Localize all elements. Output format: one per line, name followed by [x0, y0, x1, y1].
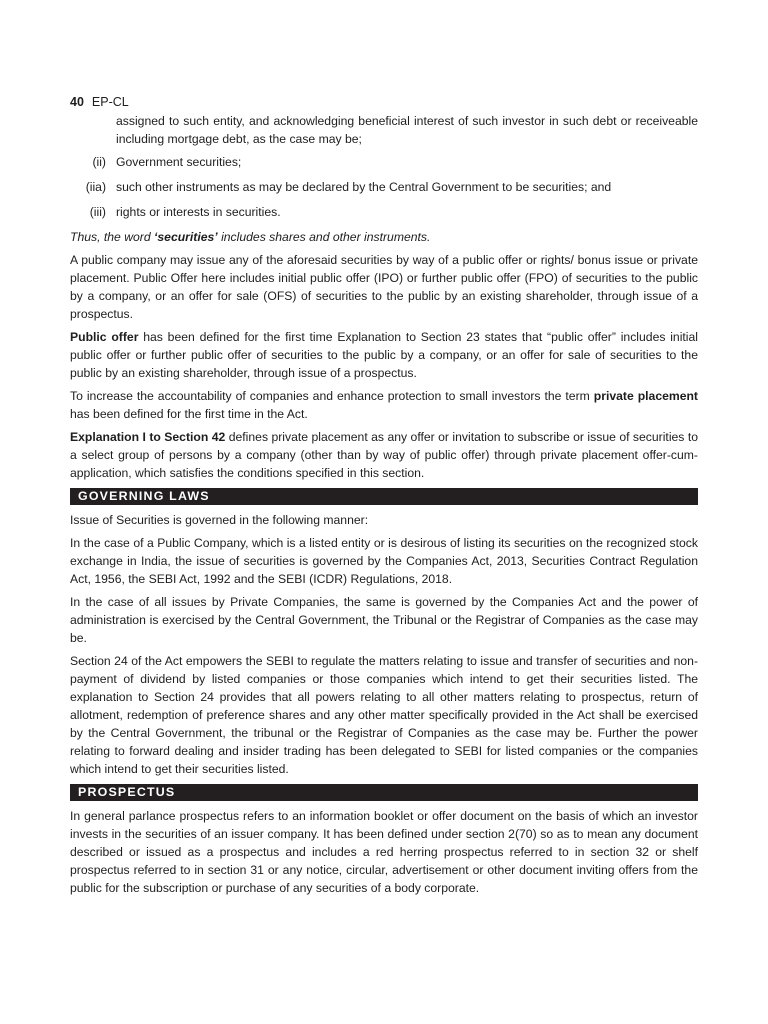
- intro-continuation: assigned to such entity, and acknowledging beneficial interest of such investor in such debt or receiveable including mortgage debt, as the case may be;: [116, 114, 698, 146]
- page-content: [70, 92, 698, 902]
- page-number: 40: [70, 95, 84, 109]
- paragraph: In the case of a Public Company, which is a listed entity or is desirous of listing its securities on the recognized stock exchange in India, the issue of securities is governed by the Companies Act, 2013, Securities Contract Regulation Act, 1956, the SEBI Act, 1992 and the SEBI (ICDR) Regulations, 2018.: [70, 536, 698, 586]
- list-item-label: (iii): [89, 205, 106, 219]
- paragraph-public-company: A public company may issue any of the aforesaid securities by way of a public offer or rights/ bonus issue or private placement. Public Offer here includes initial public offer (IPO) or further public offer (FPO) of securities to the public by a company, or an offer for sale (OFS) of securities to the public by an existing shareholder, through issue of a prospectus.: [70, 253, 698, 321]
- list-item-text: such other instruments as may be declared by the Central Government to be securities; and: [116, 180, 612, 194]
- list-item: [70, 178, 698, 196]
- paragraph-private-placement: To increase the accountability of companies and enhance protection to small investors the term private placement has been defined for the first time in the Act.: [70, 389, 698, 421]
- list-item-label: (ii): [92, 155, 106, 169]
- book-code: EP-CL: [91, 95, 129, 109]
- paragraph: In the case of all issues by Private Companies, the same is governed by the Companies Act and the power of administration is exercised by the Central Government, the Tribunal or the Registrar of Companies as the case may be.: [70, 595, 698, 645]
- list-item-text: rights or interests in securities.: [116, 205, 281, 219]
- list-item-text: Government securities;: [116, 155, 242, 169]
- paragraph: Section 24 of the Act empowers the SEBI to regulate the matters relating to issue and transfer of securities and non-payment of dividend by listed companies or those companies which intend to get their securities listed. The explanation to Section 24 provides that all powers relating to all other matters relating to prospectus, return of allotment, redemption of preference shares and any other matter specifically provided in the Act shall be exercised by the Central Government, the tribunal or the Registrar of Companies as the case may be. Further the power relating to forward dealing and insider trading has been delegated to SEBI for listed companies or the companies which intend to get their securities listed.: [70, 654, 698, 776]
- paragraph: Issue of Securities is governed in the following manner:: [70, 513, 369, 527]
- section-heading-prospectus: PROSPECTUS: [70, 784, 698, 801]
- securities-definition-note: Thus, the word ‘securities’ includes shares and other instruments.: [70, 230, 431, 244]
- list-item-label: (iia): [85, 180, 106, 194]
- paragraph-explanation-section-42: Explanation I to Section 42 defines private placement as any offer or invitation to subscribe or issue of securities to a select group of persons by a company (other than by way of public offer) through private placement offer-cum-application, which satisfies the conditions specified in this section.: [70, 430, 698, 480]
- page-header: [70, 92, 698, 112]
- paragraph-public-offer: Public offer has been defined for the first time Explanation to Section 23 states that “public offer” includes initial public offer or further public offer of securities to the public by a company, or an offer for sale of securities to the public by an existing shareholder, through issue of a prospectus.: [70, 330, 698, 380]
- list-item: [70, 153, 698, 171]
- list-item: [70, 203, 698, 221]
- section-heading-governing-laws: GOVERNING LAWS: [70, 488, 698, 505]
- paragraph: In general parlance prospectus refers to an information booklet or offer document on the basis of which an investor invests in the securities of an issuer company. It has been defined under section 2(70) so as to mean any document described or issued as a prospectus and includes a red herring prospectus referred to in section 32 or shelf prospectus referred to in section 31 or any notice, circular, advertisement or other document inviting offers from the public for the subscription or purchase of any securities of a body corporate.: [70, 809, 698, 895]
